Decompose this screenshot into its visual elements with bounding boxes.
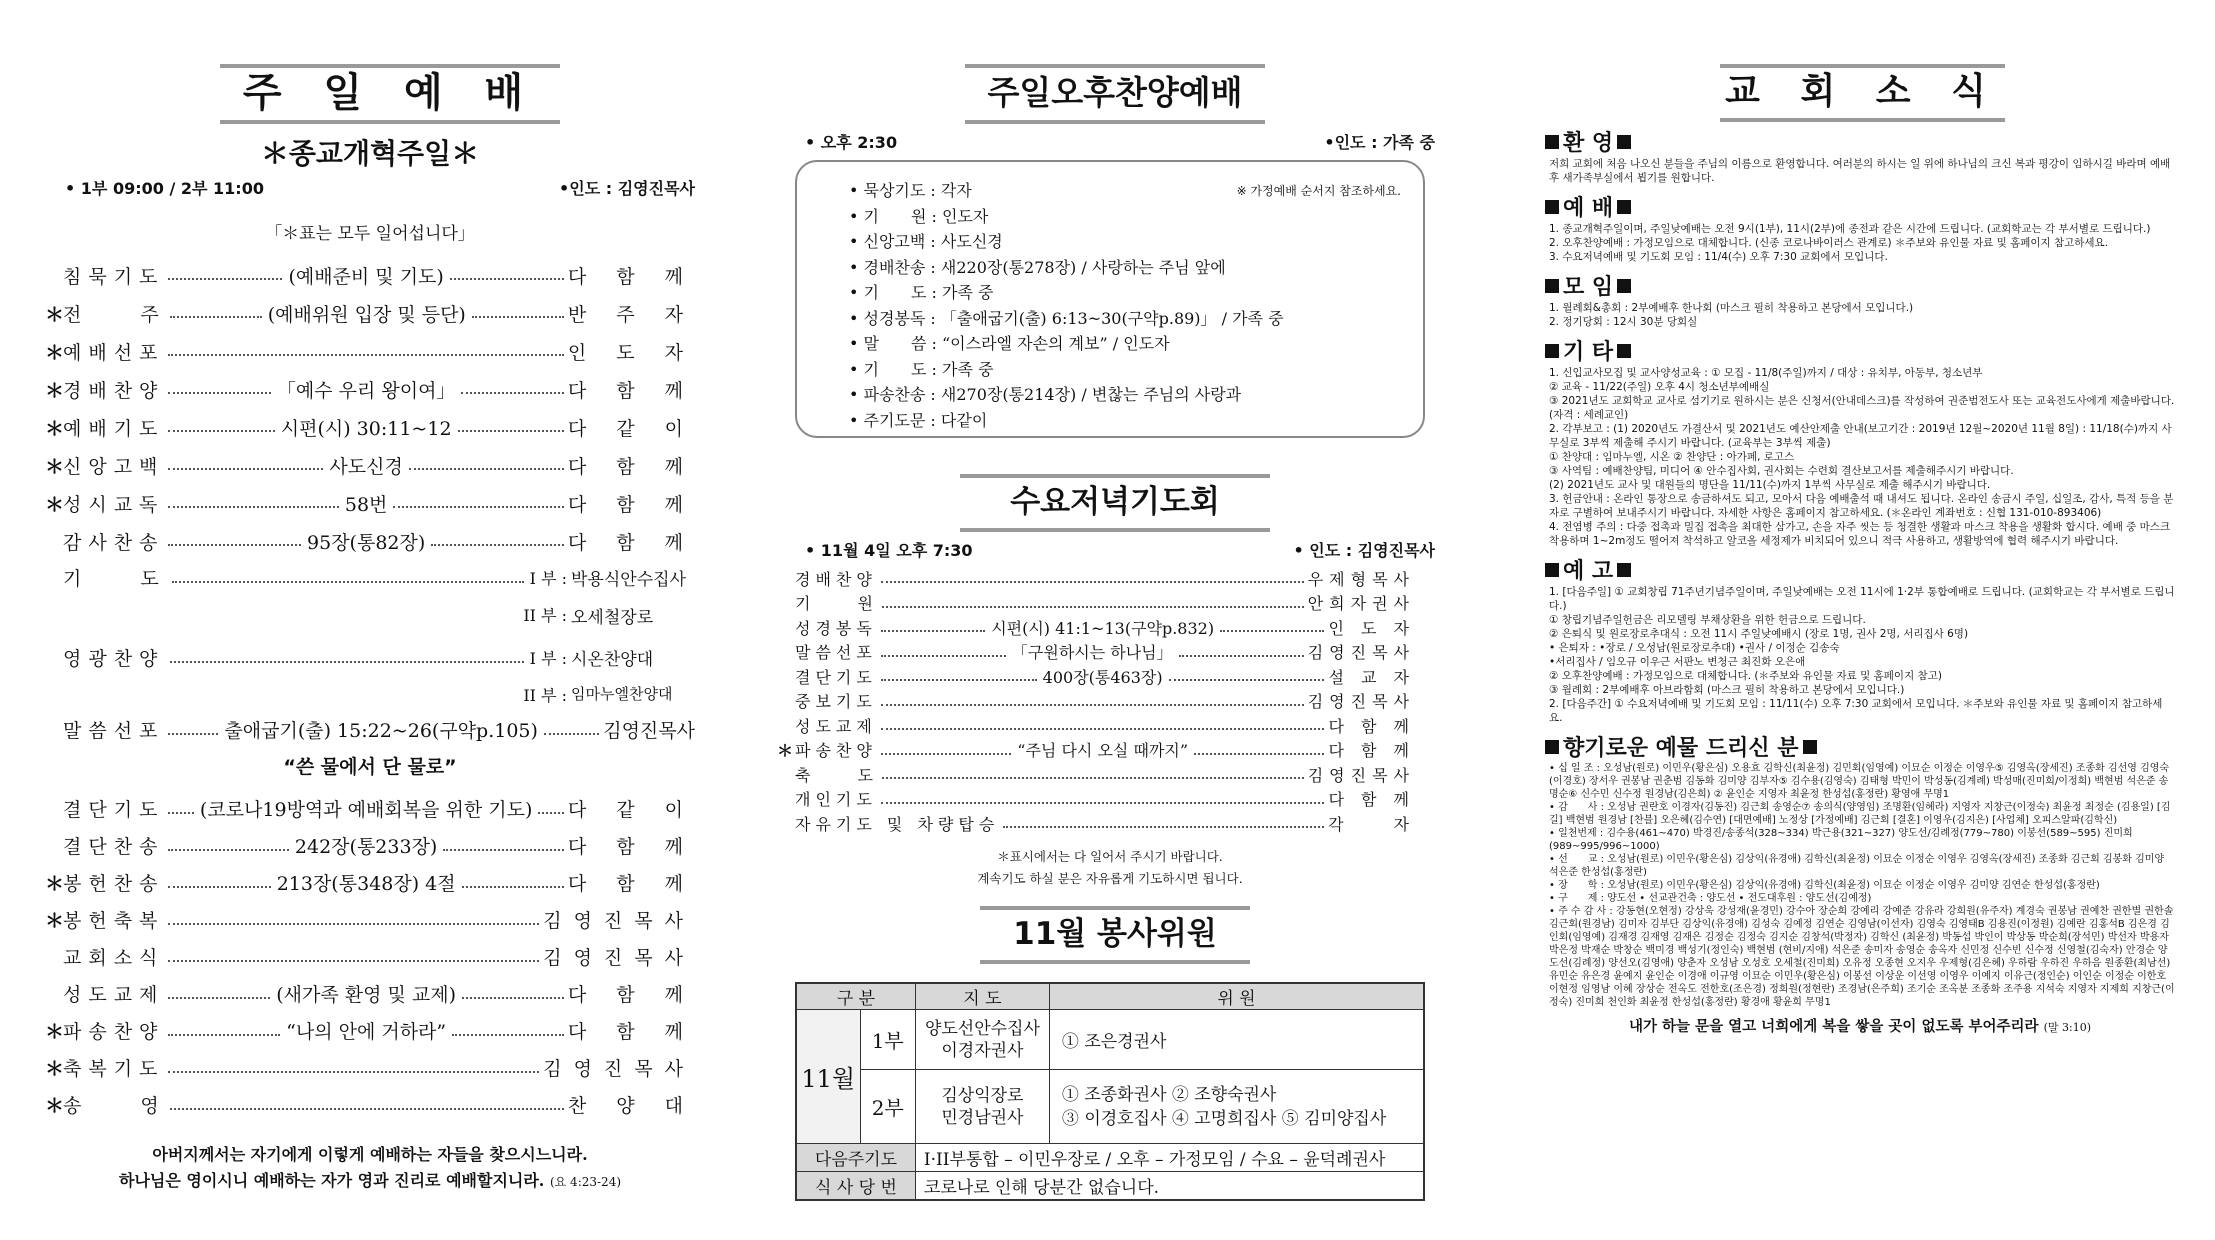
serve-members-1: ① 조은경권사 — [1049, 1010, 1424, 1070]
wed-item-content: 400장(통463장) — [1041, 665, 1165, 688]
prayer-row — [45, 564, 695, 628]
order-item-label: 경배찬양 — [63, 379, 165, 402]
stand-mark: ＊ — [45, 873, 65, 895]
etc-notice: ② 교육 - 11/22(주일) 오후 4시 청소년부예배실 — [1549, 381, 1770, 393]
wed-item-person: 김영진목사 — [1307, 643, 1415, 663]
worship-order-list — [45, 256, 695, 560]
family-worship-note: ※ 가정예배 순서지 참조하세요. — [1236, 184, 1401, 198]
order-item-label: 교회소식 — [63, 947, 165, 969]
order-item-label: 성시교독 — [63, 493, 165, 516]
afternoon-order-item: • 기 원 : 인도자 — [849, 206, 989, 226]
order-item-person: 김영진목사 — [543, 947, 695, 969]
sermon-label: 말씀선포 — [63, 720, 165, 742]
offering-heading: 향기로운 예물 드리신 분 — [1545, 731, 2175, 762]
wed-item-label: 중보기도 — [795, 692, 877, 712]
order-item-content: (예배위원 입장 및 등단) — [266, 300, 468, 327]
serve-part-1: 1부 — [860, 1010, 915, 1070]
order-item-content: “나의 안에 거하라” — [284, 1017, 448, 1044]
column-sunday-worship — [45, 0, 695, 1240]
praise-row — [45, 644, 695, 706]
order-item-label: 감사찬송 — [63, 531, 165, 554]
etc-heading: 기 타 — [1545, 335, 2175, 366]
wednesday-order-list — [777, 566, 1415, 836]
etc-notices — [1545, 366, 2175, 548]
order-item-row — [45, 1086, 695, 1123]
wed-item-row — [777, 713, 1415, 738]
wed-item-row — [777, 615, 1415, 640]
order-item-row — [45, 446, 695, 484]
order-item-row — [45, 1049, 695, 1086]
serve-part-2: 2부 — [860, 1070, 915, 1144]
column-church-news — [1545, 0, 2185, 1240]
wed-item-content: “주님 다시 오실 때까지” — [1015, 738, 1190, 761]
preview-notices — [1545, 585, 2175, 725]
wed-item-label: 파송찬양 — [795, 741, 877, 761]
verse-ref: (요 4:23-24) — [549, 1175, 622, 1189]
wed-item-person: 우제형목사 — [1307, 569, 1415, 589]
meeting-notices — [1545, 301, 2175, 329]
order-item-content: 사도신경 — [327, 452, 404, 479]
order-item-label: 예배선포 — [63, 341, 165, 364]
welcome-text: 저희 교회에 처음 나오신 분들을 주님의 이름으로 환영합니다. 여러분의 하시는 일 위에 하나님의 크신 복과 평강이 임하시길 바라며 예배후 새가족부실에서 뵙기를 원합니다. — [1549, 158, 2171, 184]
wed-item-label: 말씀선포 — [795, 643, 877, 663]
afternoon-time: • 오후 2:30 — [805, 133, 898, 152]
head-leader: 지 도 — [915, 983, 1049, 1010]
order-item-label: 신앙고백 — [63, 455, 165, 478]
wed-item-row — [777, 566, 1415, 591]
meeting-notice: 1. 월례회&총회 : 2부예배후 한나회 (마스크 필히 착용하고 본당에서 모입니다.) — [1549, 302, 1914, 314]
offering-entry: • 일천번제 : 김수용(461~470) 박경진/송종석(328~334) 박근용(321~327) 양도선/김례정(779~780) 이봉선(589~595) 진미희(989~995/996~1000) — [1549, 828, 2133, 852]
wed-item-person: 인 도 자 — [1328, 618, 1415, 638]
sermon-title: “쓴 물에서 단 물로” — [283, 756, 457, 778]
sunday-worship-banner — [220, 64, 560, 122]
church-news-title: 교 회 소 식 — [1725, 71, 2000, 112]
welcome-heading: 환 영 — [1545, 126, 2175, 157]
meal-label: 식 사 당 번 — [796, 1172, 915, 1200]
order-item-content: 242장(통233장) — [293, 832, 439, 859]
head-division: 구 분 — [796, 983, 915, 1010]
wed-item-person: 다 함 께 — [1328, 716, 1415, 736]
etc-notice: 4. 전염병 주의 : 다중 접촉과 밀집 접촉을 최대한 삼가고, 손을 자주 씻는 등 청결한 생활과 마스크 착용을 생활화 합시다. 예배 중 마스크 착용하며 1~2m정도 떨어져 착석하고 알코올 세정제가 비치되어 있으니 적극 사용하고, 생활방역에 협력 해주시기 바랍니다. — [1549, 521, 2171, 547]
stand-note: 「＊표는 모두 일어섭니다」 — [265, 224, 475, 244]
wed-item-label: 결단기도 — [795, 667, 877, 687]
wed-item-row — [777, 738, 1415, 763]
wed-item-row — [777, 591, 1415, 616]
bottom-verse — [1545, 1015, 2175, 1036]
order-item-label: 전 주 — [63, 303, 166, 326]
wed-item-row — [777, 762, 1415, 787]
etc-notice: (2) 2021년도 교사 및 대원들의 명단을 11/11(수)까지 1부씩 사무실로 제출 해주시기 바랍니다. — [1549, 479, 1991, 491]
order-item-row — [45, 408, 695, 446]
preview-notice: •서리집사 / 임오규 이우근 서판노 변청근 최진화 오은애 — [1549, 656, 1806, 668]
serve-month: 11월 — [796, 1010, 860, 1144]
praise-part-1: I 부 : — [529, 649, 567, 668]
order-item-person: 다 함 께 — [567, 836, 695, 858]
wed-item-person: 다 함 께 — [1328, 741, 1416, 761]
wednesday-banner — [960, 474, 1270, 530]
sermon-text: 출애굽기(출) 15:22~26(구약p.105) — [222, 716, 540, 743]
wed-item-content: 「구원하시는 하나님」 — [1010, 640, 1175, 663]
sermon-who: 김영진목사 — [603, 720, 695, 742]
afternoon-order-item: • 파송찬송 : 새270장(통214장) / 변찮는 주님의 사랑과 — [849, 385, 1242, 404]
order-item-row — [45, 294, 695, 332]
stand-mark: ＊ — [45, 379, 65, 402]
wednesday-note-1: ＊표시에서는 다 일어서 주시기 바랍니다. — [997, 849, 1223, 864]
closing-verse — [45, 1142, 695, 1195]
afternoon-worship-title: 주일오후찬양예배 — [987, 73, 1243, 112]
order-item-label: 축복기도 — [63, 1058, 165, 1080]
etc-notice: 1. 신입교사모집 및 교사양성교육 : ① 모집 - 11/8(주일)까지 / 대상 : 유치부, 아동부, 청소년부 — [1549, 367, 1983, 379]
praise-part-2: II 부 : — [523, 686, 567, 705]
afternoon-order-item: • 신앙고백 : 사도신경 — [849, 232, 1003, 251]
wed-item-person: 김영진목사 — [1307, 692, 1415, 712]
prayer-label: 기 도 — [63, 568, 166, 590]
stand-mark: ＊ — [45, 303, 65, 326]
stand-mark: ＊ — [45, 341, 65, 364]
stand-mark: ＊ — [777, 741, 794, 761]
order-item-person: 다 함 께 — [567, 493, 696, 516]
wed-item-person: 다 함 께 — [1328, 790, 1415, 810]
wednesday-notes — [795, 846, 1425, 890]
order-item-row — [45, 901, 695, 938]
wed-item-label: 기 원 — [795, 594, 878, 614]
wed-item-person: 설 교 자 — [1328, 667, 1415, 687]
prayer-name-2: 오세철장로 — [571, 608, 654, 628]
order-item-person: 다 같 이 — [567, 417, 696, 440]
etc-notice: ③ 2021년도 교회학교 교사로 섬기기로 원하시는 분은 신청서(안내데스크)를 작성하여 권준범전도사 또는 교육전도사에게 제출바랍니다. (자격 : 세례교인) — [1549, 395, 2175, 421]
meeting-notice: 2. 정기당회 : 12시 30분 당회실 — [1549, 316, 1698, 328]
wed-item-label: 자유기도 및 차량탑승 — [795, 814, 1000, 834]
afternoon-order-item: • 성경봉독 : 「출애굽기(출) 6:13~30(구약p.89)」 / 가족 중 — [849, 308, 1284, 328]
prayer-name-1: 박용식안수집사 — [571, 570, 686, 590]
wed-item-row — [777, 640, 1415, 665]
stand-mark: ＊ — [45, 493, 65, 516]
order-item-person: 다 함 께 — [567, 455, 695, 478]
order-item-person: 다 함 께 — [567, 1021, 695, 1043]
stand-mark: ＊ — [45, 455, 65, 478]
order-item-content: 시편(시) 30:11~12 — [279, 414, 454, 441]
praise-label: 영광찬양 — [63, 648, 165, 670]
praise-name-1: 시온찬양대 — [571, 650, 654, 670]
offering-entry: • 주 수 감 사 : 강동현(오현정) 강상욱 강성재(윤경민) 강수아 장순희 강예리 강예준 강유라 강희원(유주자) 계경숙 권봉남 권예찬 권한별 권한솔 김근회(원경남) 김미자 김부단 김상익(유경애) 김성숙 김예정 김연순 김영남(이선자) 김영숙 김영태B 김용진(이정원) 김예란 김홍석B 김은경 김인회(임영예) 김재경 김재영 김재은 김정순 김정숙 김지순 김창석(박정자) 김학신 (최윤정) 박동섭 박인이 박상동 박순희(장석민) 박선자 박용자 박은정 박재순 박창순 백미경 백성기(정인숙) 백현범 (현비/지애) 석은준 송미자 송영순 송옥자 신민정 신수빈 신수정 신영철(김숙자) 안경순 양도선(김례정) 양선오(김영애) 양춘자 오성남 오성호 오세철(진미희) 오유정 오종현 오지우 우제형(김은혜) 우하람 우하진 우하음 원종환(최남선) 유민순 유은경 윤예지 윤인순 이경애 이규영 이묘순 이민우(황은심) 이봉선 이상운 이선영 이영우 이예지 이유근(정인순) 이인순 이정순 이한호 이현정 임영남 이혜 장상순 전옥도 전한호(조은경) 정희원(정현란) 조경남(은주희) 조기순 조옥분 조종화 조주용 지석숙 지영자 지제희 지창근(이정숙) 진미희 천인화 최윤정 한성섭(홍정란) 황경애 황윤희 무명1 — [1549, 906, 2175, 1008]
offering-list — [1545, 762, 2175, 1009]
wed-item-person: 각 자 — [1328, 814, 1415, 834]
order-item-row — [45, 1012, 695, 1049]
offering-entry: • 십 일 조 : 오성남(원로) 이민우(황은심) 오용효 김학신(최윤정) 김민회(임영예) 이묘순 이정순 이영우⑤ 김영옥(장세진) 조종화 김선영 김영숙(이경호) 장서우 권봉남 권춘범 김동화 김미양 김부자⑤ 김수용(김영숙) 김태형 박민이 박성동(김계례) 박성매(진미희/이정희) 백현범 석은준 송명순⑥ 신수민 신수정 원경남(김은희) ② 윤인순 지영자 최윤정 한성섭(홍정란) 황영애 무명1 — [1549, 763, 2170, 800]
worship-notices — [1545, 222, 2175, 264]
worship-heading: 예 배 — [1545, 191, 2175, 222]
worship-notice: 1. 종교개혁주일이며, 주일낮예배는 오전 9시(1부), 11시(2부)에 종전과 같은 시간에 드립니다. (교회학교는 각 부서별로 드립니다.) — [1549, 223, 2151, 235]
serve-lead-2: 김상익장로 민경남권사 — [915, 1070, 1049, 1144]
etc-notice: 3. 헌금안내 : 온라인 통장으로 송금하셔도 되고, 모아서 다음 예배출석 때 내셔도 됩니다. 온라인 송금시 주일, 십일조, 감사, 특적 등을 분자로 구별하여 보내주시기 바랍니다. 자세한 사항은 홈페이지 참고하세요. (＊온라인 계좌번호 : 신협 131-010-893406) — [1549, 493, 2174, 519]
order-item-person: 김영진목사 — [543, 910, 695, 932]
column-afternoon-worship — [777, 0, 1435, 1240]
offering-entry: • 선 교 : 오성남(원로) 이민우(황은심) 김상익(유경애) 김학신(최윤정) 이묘순 이정순 이영우 김영옥(장세진) 조종화 김근회 김봉화 김미양 석은준 한성섭(홍정란) — [1549, 854, 2165, 878]
worship-notice: 3. 수요저녁예배 및 기도회 모임 : 11/4(수) 오후 7:30 교회에서 모입니다. — [1549, 251, 1888, 263]
afternoon-order-item: • 주기도문 : 다같이 — [849, 410, 988, 430]
order-item-row — [45, 370, 695, 408]
afternoon-worship-banner — [965, 64, 1265, 122]
wed-item-person: 김영진목사 — [1307, 765, 1415, 785]
order-item-row — [45, 522, 695, 560]
preview-notice: 1. [다음주일] ① 교회창립 71주년기념주일이며, 주일낮예배는 오전 11시에 1·2부 통합예배로 드립니다. (교회학교는 각 부서별로 드립니다.) — [1549, 586, 2175, 612]
order-item-person: 인 도 자 — [567, 341, 695, 364]
wed-item-label: 개인기도 — [795, 790, 877, 810]
verse-line-1: 아버지께서는 자기에게 이렇게 예배하는 자들을 찾으시느니라. — [152, 1145, 588, 1164]
order-item-row — [45, 790, 695, 827]
wed-item-label: 축 도 — [795, 765, 878, 785]
afternoon-order-item: • 경배찬송 : 새220장(통278장) / 사랑하는 주님 앞에 — [849, 257, 1226, 277]
wed-item-row — [777, 689, 1415, 714]
worship-notice: 2. 오후찬양예배 : 가정모임으로 대체합니다. (신종 코로나바이러스 관계로) ＊주보와 유인물 자료 및 홈페이지 참고하세요. — [1549, 237, 2109, 249]
worship-leader: •인도 : 김영진목사 — [559, 179, 695, 198]
preview-notice: • 은퇴자 : •장로 / 오성남(원로장로추대) •권사 / 이정순 김송숙 — [1549, 642, 1840, 654]
service-committee-banner — [980, 906, 1250, 962]
order-item-label: 예배기도 — [63, 417, 165, 440]
order-item-label: 봉헌축복 — [63, 910, 165, 932]
stand-mark: ＊ — [45, 910, 65, 932]
next-prayer-text: I·II부통합 – 이민우장로 / 오후 – 가정모임 / 수요 – 윤덕례권사 — [915, 1144, 1424, 1172]
serve-members-2: ① 조종화권사 ② 조향숙권사 ③ 이경호집사 ④ 고명희집사 ⑤ 김미양집사 — [1049, 1070, 1424, 1144]
etc-notice: ① 찬양대 : 임마누엘, 시온 ② 찬양단 : 아가페, 로고스 — [1549, 451, 1795, 463]
worship-time: • 1부 09:00 / 2부 11:00 — [65, 179, 264, 198]
order-item-person: 김영진목사 — [543, 1058, 695, 1080]
wed-item-row — [777, 787, 1415, 812]
next-prayer-label: 다음주기도 — [796, 1144, 915, 1172]
verse-line-2: 하나님은 영이시니 예배하는 자가 영과 진리로 예배할지니라. — [118, 1171, 545, 1190]
offering-entry: • 감 사 : 오성남 권란호 이경자(김동진) 김근회 송영순⑦ 송의식(양영임) 조명환(임혜라) 지영자 지창근(이정숙) 최윤정 최정순 (김용일) [김길] 백현범 원경남 [찬블] 오은혜(김수연) [대면예배] 노정상 [가정예배] 김근회 [결혼] 이영우(김지은) [사업체] 오피스알파(김학신) — [1549, 802, 2171, 826]
sermon-row — [45, 716, 695, 743]
stand-mark: ＊ — [45, 1058, 65, 1080]
sunday-worship-subtitle: ＊종교개혁주일＊ — [260, 137, 480, 170]
wed-item-label: 경배찬양 — [795, 569, 877, 589]
order-item-content: 95장(통82장) — [305, 528, 427, 555]
afternoon-order-item: • 기 도 : 가족 중 — [849, 283, 994, 302]
order-item-row — [45, 484, 695, 522]
order-item-content: (새가족 환영 및 교제) — [274, 980, 458, 1007]
meeting-heading: 모 임 — [1545, 270, 2175, 301]
order-item-person: 다 함 께 — [567, 265, 695, 288]
serve-lead-1: 양도선안수집사 이경자권사 — [915, 1010, 1049, 1070]
preview-notice: ③ 월례회 : 2부예배후 아브라함회 (마스크 필히 착용하고 본당에서 모입니다.) — [1549, 684, 1905, 696]
afternoon-leader: •인도 : 가족 중 — [1324, 133, 1435, 152]
order-item-person: 다 함 께 — [567, 379, 696, 402]
order-item-person: 반 주 자 — [567, 303, 696, 326]
order-item-row — [45, 827, 695, 864]
offering-entry: • 장 학 : 오성남(원로) 이민우(황은심) 김상익(유경애) 김학신(최윤정) 이묘순 이정순 이영우 김미양 김연순 한성섭(홍정란) — [1549, 880, 2100, 891]
worship-order-list-2 — [45, 790, 695, 1123]
order-item-content: 58번 — [343, 490, 390, 517]
order-item-row — [45, 864, 695, 901]
order-item-label: 성도교제 — [63, 984, 165, 1006]
preview-notice: 2. [다음주간] ① 수요저녁예배 및 기도회 모임 : 11/11(수) 오후 7:30 교회에서 모입니다. ＊주보와 유인물 자료 및 홈페이지 참고하세요. — [1549, 698, 2163, 724]
wednesday-title: 수요저녁기도회 — [1010, 484, 1220, 520]
order-item-label: 결단기도 — [63, 799, 165, 821]
prayer-part-1: I 부 : — [529, 569, 567, 588]
order-item-row — [45, 256, 695, 294]
wed-item-label: 성경봉독 — [795, 618, 877, 638]
service-committee-table — [795, 982, 1425, 1201]
order-item-content: 213장(통348장) 4절 — [275, 869, 458, 896]
church-news-banner — [1720, 64, 2005, 120]
order-item-content: 「예수 우리 왕이여」 — [275, 376, 458, 403]
wed-item-content: 시편(시) 41:1~13(구약p.832) — [989, 616, 1216, 639]
sunday-worship-title: 주 일 예 배 — [242, 70, 538, 116]
order-item-row — [45, 938, 695, 975]
wed-item-label: 성도교제 — [795, 716, 877, 736]
praise-name-2: 임마누엘찬양대 — [571, 685, 673, 703]
order-item-label: 봉헌찬송 — [63, 873, 165, 895]
offering-entry: • 구 제 : 양도선 • 선교관건축 : 양도선 • 전도대후원 : 양도선(김예정) — [1549, 893, 1872, 904]
preview-notice: ② 오후찬양예배 : 가정모임으로 대체합니다. (＊주보와 유인물 자료 및 홈페이지 참고) — [1549, 670, 1942, 682]
wednesday-note-2: 계속기도 하실 분은 자유롭게 기도하시면 됩니다. — [977, 871, 1243, 886]
preview-heading: 예 고 — [1545, 554, 2175, 585]
order-item-person: 다 함 께 — [567, 531, 696, 554]
service-committee-title: 11월 봉사위원 — [1013, 916, 1217, 952]
order-item-row — [45, 975, 695, 1012]
bottom-verse-text: 내가 하늘 문을 열고 너희에게 복을 쌓을 곳이 없도록 부어주리라 — [1628, 1018, 2039, 1035]
order-item-label: 결단찬송 — [63, 836, 165, 858]
wednesday-time: • 11월 4일 오후 7:30 — [805, 541, 973, 560]
afternoon-order-item: • 기 도 : 가족 중 — [849, 359, 994, 379]
wed-item-row — [777, 811, 1415, 836]
head-members: 위 원 — [1049, 983, 1424, 1010]
etc-notice: 2. 각부보고 : (1) 2020년도 가결산서 및 2021년도 예산안제출 안내(보고기간 : 2019년 12월~2020년 11월 8일) : 11/18(수)까지 사무실로 3부씩 제출해 주시기 바랍니다. (교육부는 3부씩 제출) — [1549, 423, 2172, 449]
etc-notice: ③ 사역팀 : 예배찬양팀, 미디어 ④ 안수집사회, 권사회는 수련회 결산보고서를 제출해주시기 바랍니다. — [1549, 465, 2014, 477]
bottom-verse-ref: (말 3:10) — [2043, 1021, 2092, 1034]
prayer-part-2: II 부 : — [523, 606, 567, 625]
order-item-label: 파송찬양 — [63, 1021, 165, 1043]
afternoon-order-item: • 말 씀 : “이스라엘 자손의 계보” / 인도자 — [849, 334, 1170, 353]
preview-notice: ② 은퇴식 및 원로장로추대식 : 오전 11시 주일낮예배시 (장로 1명, 권사 2명, 서리집사 6명) — [1549, 628, 1969, 640]
order-item-row — [45, 332, 695, 370]
preview-notice: ① 창립기념주일헌금은 리모델링 부채상환을 위한 헌금으로 드립니다. — [1549, 614, 1866, 626]
wed-item-person: 안희자권사 — [1307, 594, 1415, 614]
order-item-content: (코로나19방역과 예배회복을 위한 기도) — [198, 795, 534, 822]
order-item-label: 송 영 — [63, 1095, 166, 1117]
order-item-content: (예배준비 및 기도) — [286, 262, 445, 289]
wednesday-leader: • 인도 : 김영진목사 — [1293, 541, 1435, 560]
order-item-person: 찬 양 대 — [567, 1095, 695, 1117]
afternoon-order-item: • 묵상기도 : 각자 — [849, 181, 972, 200]
stand-mark: ＊ — [45, 1095, 65, 1117]
order-item-person: 다 같 이 — [567, 799, 696, 821]
meal-text: 코로나로 인해 당분간 없습니다. — [915, 1172, 1424, 1200]
wed-item-row — [777, 664, 1415, 689]
afternoon-box — [795, 160, 1425, 438]
order-item-label: 침묵기도 — [63, 265, 165, 288]
stand-mark: ＊ — [45, 417, 65, 440]
order-item-person: 다 함 께 — [567, 873, 696, 895]
stand-mark: ＊ — [45, 1021, 65, 1043]
order-item-person: 다 함 께 — [567, 984, 696, 1006]
